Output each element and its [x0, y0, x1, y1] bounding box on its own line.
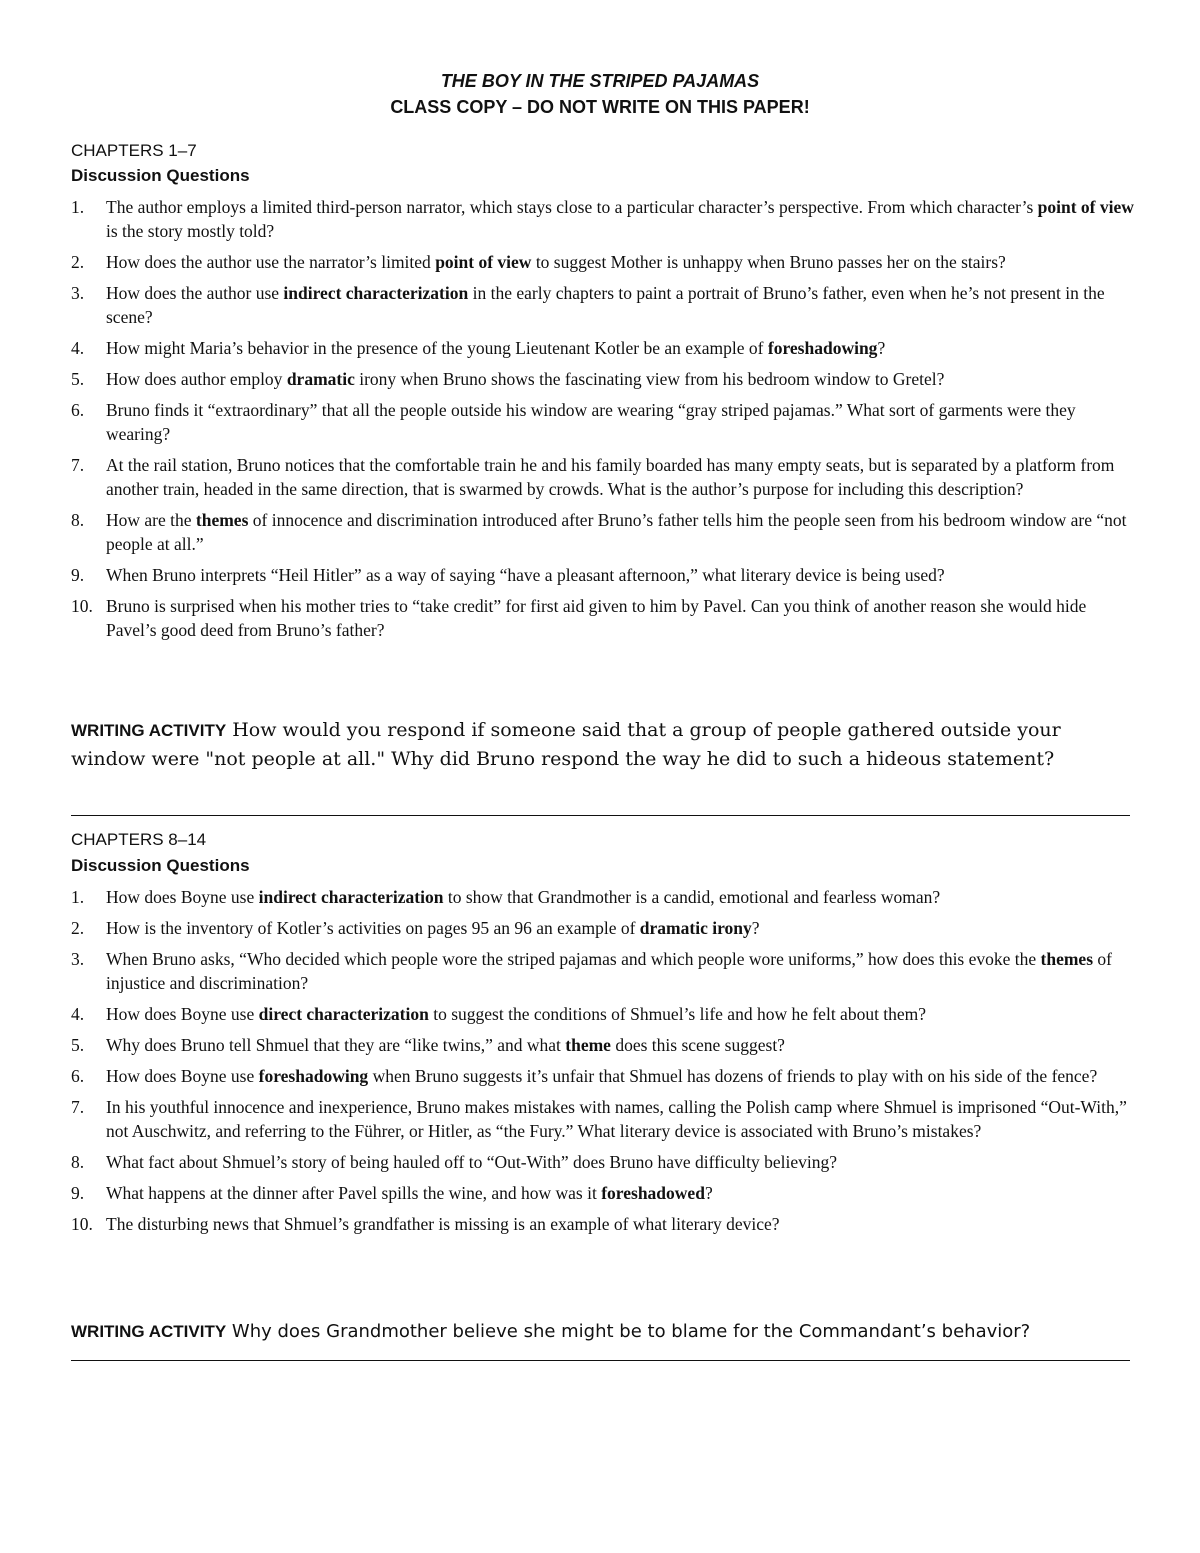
question-item [71, 195, 1141, 243]
question-text: How are the [106, 510, 196, 530]
question-item [71, 281, 1141, 329]
question-number: 5. [71, 1035, 85, 1055]
question-item [71, 1095, 1141, 1143]
question-item [71, 508, 1141, 556]
question-number: 6. [71, 400, 85, 420]
question-number: 4. [71, 338, 85, 358]
writing-activity-label: WRITING ACTIVITY [71, 721, 227, 740]
question-text-end: ? [704, 1183, 713, 1203]
question-text-end: when Bruno suggests it’s unfair that Shmuel has dozens of friends to play with on his side of the fence? [368, 1066, 1098, 1086]
section2-chapters-heading: CHAPTERS 8–14 [71, 830, 207, 849]
question-number: 6. [71, 1066, 85, 1086]
question-term: indirect characterization [258, 887, 444, 907]
question-text: How is the inventory of Kotler’s activities on pages 95 an 96 an example of [106, 918, 640, 938]
question-text-end: of injustice and discrimination? [106, 949, 1112, 993]
question-item [71, 1181, 1141, 1205]
question-term: direct characterization [258, 1004, 429, 1024]
question-number: 9. [71, 1183, 85, 1203]
section1-writing-activity [71, 716, 1141, 774]
question-text: When Bruno asks, “Who decided which people wore the striped pajamas and which people wore uniforms,” how does this evoke the [106, 949, 1041, 969]
question-text: The disturbing news that Shmuel’s grandfather is missing is an example of what literary device? [106, 1214, 780, 1234]
question-number: 10. [71, 1214, 93, 1234]
question-text: What happens at the dinner after Pavel spills the wine, and how was it [106, 1183, 602, 1203]
question-text-end: to suggest the conditions of Shmuel’s life and how he felt about them? [428, 1004, 927, 1024]
question-number: 8. [71, 1152, 85, 1172]
document-subtitle: CLASS COPY – DO NOT WRITE ON THIS PAPER! [390, 97, 810, 117]
writing-activity-text: Why does Grandmother believe she might be to blame for the Commandant’s behavior? [226, 1321, 1031, 1342]
question-text: How does Boyne use [106, 887, 259, 907]
question-term: foreshadowed [601, 1183, 705, 1203]
question-item [71, 336, 1141, 360]
question-text: How does Boyne use [106, 1066, 259, 1086]
question-term: foreshadowing [258, 1066, 369, 1086]
question-text-end: of innocence and discrimination introduced after Bruno’s father tells him the people seen from his bedroom window are “not people at all.” [106, 510, 1127, 554]
question-text-end: ? [877, 338, 886, 358]
section2-discussion-heading: Discussion Questions [71, 856, 250, 875]
question-number: 1. [71, 197, 85, 217]
question-text: Bruno finds it “extraordinary” that all the people outside his window are wearing “gray striped pajamas.” What sort of garments were they wearing? [106, 400, 1076, 444]
question-text: What fact about Shmuel’s story of being hauled off to “Out-With” does Bruno have difficulty believing? [106, 1152, 838, 1172]
question-term: point of view [435, 252, 532, 272]
question-text: When Bruno interprets “Heil Hitler” as a way of saying “have a pleasant afternoon,” what literary device is being used? [106, 565, 945, 585]
section1-question-list [71, 195, 1141, 649]
question-term: themes [195, 510, 249, 530]
question-text: How might Maria’s behavior in the presence of the young Lieutenant Kotler be an example of [106, 338, 768, 358]
question-text-end: in the early chapters to paint a portrait of Bruno’s father, even when he’s not present in the scene? [106, 283, 1105, 327]
section2-writing-activity [71, 1320, 1141, 1344]
question-number: 7. [71, 1097, 85, 1117]
question-item [71, 594, 1141, 642]
question-text: At the rail station, Bruno notices that the comfortable train he and his family boarded has many empty seats, but is separated by a platform from another train, headed in the same direction, that is swarmed by crowds. What is the author’s purpose for including this description? [106, 455, 1115, 499]
question-text: Bruno is surprised when his mother tries to “take credit” for first aid given to him by Pavel. Can you think of another reason she would hide Pavel’s good deed from Bruno’s father? [106, 596, 1087, 640]
question-text: In his youthful innocence and inexperience, Bruno makes mistakes with names, calling the Polish camp where Shmuel is imprisoned “Out-With,” not Auschwitz, and referring to the Führer, or Hitler, as “the Fury.” What literary device is associated with Bruno’s mistakes? [106, 1097, 1127, 1141]
section2-question-list [71, 885, 1141, 1243]
question-text: How does Boyne use [106, 1004, 259, 1024]
question-text-end: to suggest Mother is unhappy when Bruno passes her on the stairs? [531, 252, 1006, 272]
question-text: How does the author use [106, 283, 284, 303]
question-number: 8. [71, 510, 85, 530]
question-item [71, 885, 1141, 909]
question-number: 3. [71, 949, 85, 969]
question-number: 2. [71, 918, 85, 938]
question-item [71, 453, 1141, 501]
question-number: 9. [71, 565, 85, 585]
document-title: THE BOY IN THE STRIPED PAJAMAS [440, 71, 760, 91]
question-item [71, 1064, 1141, 1088]
question-number: 5. [71, 369, 85, 389]
question-text: How does the author use the narrator’s limited [106, 252, 436, 272]
question-item [71, 367, 1141, 391]
question-term: foreshadowing [767, 338, 878, 358]
question-text-end: ? [751, 918, 760, 938]
question-term: point of view [1037, 197, 1134, 217]
section-divider [71, 815, 1130, 816]
question-item [71, 916, 1141, 940]
question-number: 3. [71, 283, 85, 303]
question-number: 7. [71, 455, 85, 475]
question-term: theme [565, 1035, 611, 1055]
question-text-end: does this scene suggest? [610, 1035, 785, 1055]
writing-activity-text: How would you respond if someone said that a group of people gathered outside your window were "not people at all." Why did Bruno respond the way he did to such a hideous statement? [71, 719, 1061, 770]
question-item [71, 947, 1141, 995]
question-item [71, 250, 1141, 274]
question-term: themes [1040, 949, 1094, 969]
answer-line [71, 1360, 1130, 1361]
section1-chapters-heading: CHAPTERS 1–7 [71, 141, 197, 160]
question-text: The author employs a limited third-person narrator, which stays close to a particular character’s perspective. From which character’s [106, 197, 1038, 217]
question-term: indirect characterization [283, 283, 469, 303]
section1-discussion-heading: Discussion Questions [71, 166, 250, 185]
question-text-end: is the story mostly told? [106, 221, 275, 241]
question-number: 1. [71, 887, 85, 907]
question-item [71, 398, 1141, 446]
question-item [71, 563, 1141, 587]
question-text: Why does Bruno tell Shmuel that they are “like twins,” and what [106, 1035, 566, 1055]
question-number: 4. [71, 1004, 85, 1024]
question-number: 2. [71, 252, 85, 272]
writing-activity-label: WRITING ACTIVITY [71, 1322, 227, 1341]
question-term: dramatic irony [639, 918, 752, 938]
question-item [71, 1002, 1141, 1026]
question-term: dramatic [286, 369, 355, 389]
question-text-end: to show that Grandmother is a candid, emotional and fearless woman? [443, 887, 941, 907]
question-item [71, 1150, 1141, 1174]
question-item [71, 1033, 1141, 1057]
question-text-end: irony when Bruno shows the fascinating view from his bedroom window to Gretel? [354, 369, 945, 389]
question-text: How does author employ [106, 369, 287, 389]
question-number: 10. [71, 596, 93, 616]
question-item [71, 1212, 1141, 1236]
